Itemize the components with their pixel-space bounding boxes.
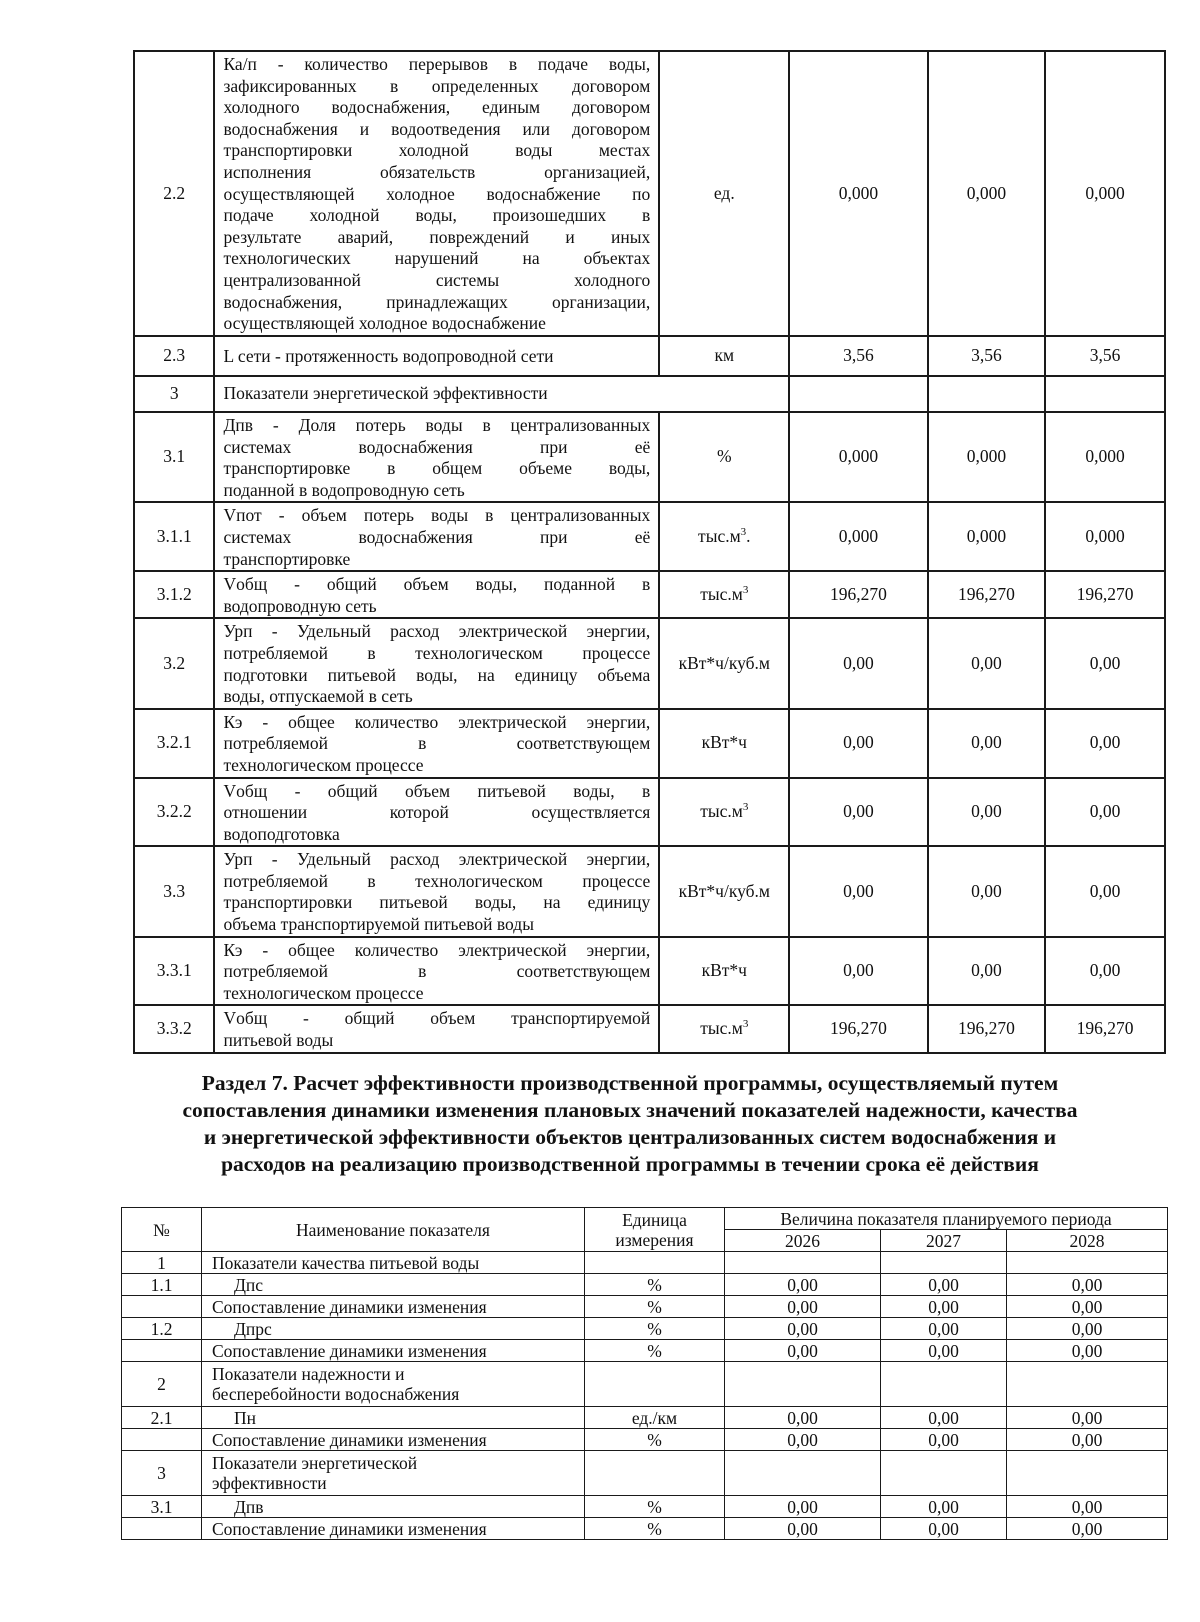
value-2028: 0,00	[1007, 1318, 1168, 1340]
row-number: 3.1.1	[134, 502, 214, 571]
unit-cell	[659, 51, 789, 336]
row-number: 3.2.2	[134, 778, 214, 847]
unit-superscript: 3	[740, 526, 747, 539]
table-row	[122, 1340, 1168, 1362]
indicator-description	[214, 502, 659, 571]
unit-cell: ед./км	[585, 1407, 725, 1429]
table-row	[122, 1407, 1168, 1429]
description-line: потребляемой в соответствующем	[223, 961, 651, 982]
unit-superscript: 3	[742, 1018, 749, 1031]
row-number	[122, 1518, 202, 1540]
indicator-name-line: Показатели надежности и	[212, 1364, 405, 1384]
description-line: системах водоснабжения при её	[223, 436, 651, 457]
value-2027: 0,000	[928, 412, 1046, 502]
indicator-name	[202, 1451, 585, 1496]
row-number: 2.3	[134, 336, 214, 376]
table-row	[122, 1296, 1168, 1318]
header-num: №	[122, 1208, 202, 1252]
unit-suffix: .	[746, 525, 751, 546]
heading-line: сопоставления динамики изменения плановых значений показателей надежности, качества	[182, 1098, 1078, 1122]
value-2026: 3,56	[789, 336, 927, 376]
value-2028	[1007, 1451, 1168, 1496]
indicator-description	[214, 709, 659, 778]
value-2026: 0,000	[789, 412, 927, 502]
unit-label: ед.	[713, 182, 735, 203]
value-2027: 0,00	[928, 937, 1046, 1006]
description-line: осуществляющей холодное водоснабжение	[223, 313, 546, 334]
value-2026	[725, 1252, 881, 1274]
table-row	[134, 571, 1165, 618]
description-line: потребляемой в соответствующем	[223, 733, 651, 754]
value-2028: 0,00	[1007, 1496, 1168, 1518]
description-line: Vобщ - общий объем воды, поданной в	[223, 574, 651, 595]
row-number	[122, 1296, 202, 1318]
row-number	[122, 1429, 202, 1451]
row-number: 3.2.1	[134, 709, 214, 778]
indicator-name	[202, 1362, 585, 1407]
unit-cell	[659, 937, 789, 1006]
unit-cell: %	[585, 1296, 725, 1318]
row-number: 2.2	[134, 51, 214, 336]
value-2026: 196,270	[789, 1005, 927, 1052]
value-2028	[1007, 1252, 1168, 1274]
unit-label: тыс.м	[700, 583, 743, 604]
value-2027: 0,00	[928, 618, 1046, 708]
value-2026: 0,00	[725, 1518, 881, 1540]
indicator-description	[214, 937, 659, 1006]
value-2028: 0,00	[1007, 1340, 1168, 1362]
value-2028: 0,00	[1007, 1296, 1168, 1318]
indicator-name: Дпрс	[202, 1318, 585, 1340]
value-2028: 3,56	[1045, 336, 1165, 376]
indicator-name: Сопоставление динамики изменения	[202, 1429, 585, 1451]
value-2027: 0,00	[928, 778, 1046, 847]
unit-label: %	[717, 446, 732, 467]
description-line: Урп - Удельный расход электрической энергии,	[223, 849, 651, 870]
value-2027: 0,00	[881, 1296, 1007, 1318]
unit-label: тыс.м	[698, 525, 741, 546]
row-number: 1	[122, 1252, 202, 1274]
value-cell	[928, 376, 1046, 412]
value-2027: 196,270	[928, 1005, 1046, 1052]
unit-cell: %	[585, 1274, 725, 1296]
table-row	[122, 1362, 1168, 1407]
value-2027: 0,00	[881, 1429, 1007, 1451]
value-2028: 0,00	[1007, 1518, 1168, 1540]
unit-cell	[659, 412, 789, 502]
description-line: поданной в водопроводную сеть	[223, 479, 465, 500]
unit-cell: %	[585, 1429, 725, 1451]
table-row	[134, 412, 1165, 502]
value-2026: 0,000	[789, 502, 927, 571]
value-2026: 0,00	[725, 1296, 881, 1318]
value-2027: 0,00	[881, 1318, 1007, 1340]
unit-cell	[659, 846, 789, 936]
indicator-name: Дпс	[202, 1274, 585, 1296]
unit-cell	[585, 1451, 725, 1496]
value-2028: 0,000	[1045, 502, 1165, 571]
row-number: 3	[134, 376, 214, 412]
table-row	[134, 336, 1165, 376]
efficiency-table	[121, 1207, 1168, 1540]
value-2027: 0,000	[928, 502, 1046, 571]
header-year-2026: 2026	[725, 1230, 881, 1252]
unit-cell	[659, 709, 789, 778]
table-row	[134, 51, 1165, 336]
row-number	[122, 1340, 202, 1362]
description-line: Vобщ - общий объем питьевой воды, в	[223, 780, 651, 801]
row-number: 2.1	[122, 1407, 202, 1429]
table-row	[134, 937, 1165, 1006]
description-line: объема транспортируемой питьевой воды	[223, 914, 534, 935]
description-line: водоснабжения и водоотведения или договором	[223, 118, 651, 139]
unit-superscript: 3	[742, 801, 749, 814]
value-2026: 0,00	[789, 709, 927, 778]
indicator-name-line: эффективности	[212, 1473, 327, 1493]
header-period: Величина показателя планируемого периода	[725, 1208, 1168, 1230]
description-line: транспортировки холодной воды местах	[223, 140, 651, 161]
value-2028: 196,270	[1045, 1005, 1165, 1052]
value-2028: 0,00	[1045, 846, 1165, 936]
unit-cell	[659, 618, 789, 708]
unit-cell: %	[585, 1318, 725, 1340]
unit-label: кВт*ч	[701, 732, 747, 753]
indicator-description	[214, 618, 659, 708]
description-line: Кэ - общее количество электрической энергии,	[223, 939, 651, 960]
table-row	[122, 1451, 1168, 1496]
description-line: транспортировки питьевой воды, на единицу	[223, 892, 651, 913]
indicator-description	[214, 336, 659, 376]
row-number: 2	[122, 1362, 202, 1407]
table-row	[134, 502, 1165, 571]
indicator-name-line: Показатели энергетической	[212, 1453, 418, 1473]
description-line: результате аварий, повреждений и иных	[223, 226, 651, 247]
indicator-name: Показатели качества питьевой воды	[202, 1252, 585, 1274]
indicator-name: Сопоставление динамики изменения	[202, 1296, 585, 1318]
section-7-heading	[110, 1070, 1150, 1178]
row-number: 1.1	[122, 1274, 202, 1296]
table-row	[122, 1252, 1168, 1274]
header-name: Наименование показателя	[202, 1208, 585, 1252]
description-line: транспортировке	[223, 548, 351, 569]
description-line: централизованной системы холодного	[223, 269, 651, 290]
indicator-description	[214, 846, 659, 936]
header-year-2028: 2028	[1007, 1230, 1168, 1252]
description-line: потребляемой в технологическом процессе	[223, 642, 651, 663]
unit-label: кВт*ч	[701, 960, 747, 981]
indicator-description	[214, 571, 659, 618]
value-2027	[881, 1362, 1007, 1407]
value-2027: 3,56	[928, 336, 1046, 376]
heading-line: расходов на реализацию производственной программы в течении срока её действия	[221, 1152, 1039, 1176]
value-2026: 0,00	[789, 846, 927, 936]
indicators-table-continued	[133, 50, 1166, 1054]
unit-cell	[659, 1005, 789, 1052]
unit-cell: %	[585, 1496, 725, 1518]
heading-line: Раздел 7. Расчет эффективности производственной программы, осуществляемый путем	[201, 1071, 1059, 1095]
indicator-description	[214, 1005, 659, 1052]
value-2026: 196,270	[789, 571, 927, 618]
table-row	[134, 846, 1165, 936]
description-line: отношении которой осуществляется	[223, 802, 651, 823]
unit-cell: %	[585, 1518, 725, 1540]
unit-label: тыс.м	[700, 801, 743, 822]
indicator-name: Дпв	[202, 1496, 585, 1518]
value-2028: 0,00	[1045, 937, 1165, 1006]
table-row	[122, 1274, 1168, 1296]
description-line: исполнения обязательств организацией,	[223, 161, 651, 182]
value-2028: 0,000	[1045, 51, 1165, 336]
unit-cell	[659, 336, 789, 376]
description-line: транспортировке в общем объеме воды,	[223, 458, 651, 479]
value-2027	[881, 1451, 1007, 1496]
value-2027: 0,00	[881, 1518, 1007, 1540]
row-number: 3.3	[134, 846, 214, 936]
table-row	[134, 709, 1165, 778]
description-line: воды, отпускаемой в сеть	[223, 686, 413, 707]
description-line: холодного водоснабжения, единым договором	[223, 97, 651, 118]
description-line: подготовки питьевой воды, на единицу объема	[223, 664, 651, 685]
value-2026	[725, 1362, 881, 1407]
row-number: 3	[122, 1451, 202, 1496]
value-2027: 0,00	[881, 1274, 1007, 1296]
value-2027: 0,00	[928, 709, 1046, 778]
row-section-title: Показатели энергетической эффективности	[214, 376, 789, 412]
value-2027: 0,00	[881, 1496, 1007, 1518]
description-line: Ка/п - количество перерывов в подаче воды,	[223, 54, 651, 74]
indicator-name-line: бесперебойности водоснабжения	[212, 1384, 460, 1404]
description-line: осуществляющей холодное водоснабжение по	[223, 183, 651, 204]
value-2026: 0,00	[725, 1274, 881, 1296]
header-unit: Единица измерения	[585, 1208, 725, 1252]
value-2028: 0,00	[1007, 1407, 1168, 1429]
value-2026: 0,00	[725, 1429, 881, 1451]
value-2026: 0,00	[789, 937, 927, 1006]
value-2027: 0,00	[881, 1340, 1007, 1362]
value-2026: 0,00	[789, 618, 927, 708]
row-number: 3.1.2	[134, 571, 214, 618]
row-number: 3.1	[122, 1496, 202, 1518]
description-line: Урп - Удельный расход электрической энергии,	[223, 621, 651, 642]
table-row	[122, 1318, 1168, 1340]
unit-cell	[585, 1252, 725, 1274]
value-2028: 0,00	[1045, 778, 1165, 847]
description-line: технологическом процессе	[223, 754, 424, 775]
value-2026: 0,00	[725, 1318, 881, 1340]
header-year-2027: 2027	[881, 1230, 1007, 1252]
description-line: системах водоснабжения при её	[223, 526, 651, 547]
description-line: зафиксированных в определенных договором	[223, 75, 651, 96]
value-2028: 0,000	[1045, 412, 1165, 502]
value-2028: 0,00	[1045, 618, 1165, 708]
value-2027: 0,00	[881, 1407, 1007, 1429]
value-2026	[725, 1451, 881, 1496]
description-line: Кэ - общее количество электрической энергии,	[223, 711, 651, 732]
table-row	[122, 1429, 1168, 1451]
value-2028	[1007, 1362, 1168, 1407]
value-2026: 0,000	[789, 51, 927, 336]
row-number: 1.2	[122, 1318, 202, 1340]
table-row	[134, 778, 1165, 847]
value-cell	[1045, 376, 1165, 412]
unit-label: тыс.м	[700, 1018, 743, 1039]
description-line: технологическом процессе	[223, 982, 424, 1003]
indicator-name: Сопоставление динамики изменения	[202, 1518, 585, 1540]
value-2027	[881, 1252, 1007, 1274]
value-2028: 196,270	[1045, 571, 1165, 618]
description-line: питьевой воды	[223, 1030, 334, 1051]
description-line: технологических нарушений на объектах	[223, 248, 651, 269]
value-2028: 0,00	[1045, 709, 1165, 778]
unit-superscript: 3	[742, 584, 749, 597]
indicator-description	[214, 412, 659, 502]
description-line: водоподготовка	[223, 823, 340, 844]
unit-label: кВт*ч/куб.м	[678, 652, 770, 673]
value-2028: 0,00	[1007, 1429, 1168, 1451]
table-row	[134, 618, 1165, 708]
value-cell	[789, 376, 927, 412]
unit-cell	[659, 571, 789, 618]
value-2027: 0,00	[928, 846, 1046, 936]
description-line: Дпв - Доля потерь воды в централизованных	[223, 415, 651, 435]
description-line: потребляемой в технологическом процессе	[223, 870, 651, 891]
row-number: 3.1	[134, 412, 214, 502]
table-row	[134, 376, 1165, 412]
value-2026: 0,00	[725, 1340, 881, 1362]
description-line: Vпот - объем потерь воды в централизованных	[223, 505, 651, 526]
unit-cell	[585, 1362, 725, 1407]
unit-label: кВт*ч/куб.м	[678, 880, 770, 901]
value-2027: 196,270	[928, 571, 1046, 618]
description-line: водопроводную сеть	[223, 595, 377, 616]
unit-cell	[659, 502, 789, 571]
indicator-description	[214, 51, 659, 336]
table-row	[122, 1518, 1168, 1540]
unit-cell	[659, 778, 789, 847]
description-line: водоснабжения, принадлежащих организации,	[223, 291, 651, 312]
description-line: L сети - протяженность водопроводной сети	[223, 346, 554, 367]
indicator-description	[214, 778, 659, 847]
indicator-name: Сопоставление динамики изменения	[202, 1340, 585, 1362]
description-line: Vобщ - общий объем транспортируемой	[223, 1008, 651, 1029]
row-number: 3.3.2	[134, 1005, 214, 1052]
table-row	[122, 1496, 1168, 1518]
unit-cell: %	[585, 1340, 725, 1362]
value-2026: 0,00	[725, 1407, 881, 1429]
description-line: подаче холодной воды, произошедших в	[223, 205, 651, 226]
indicator-name: Пн	[202, 1407, 585, 1429]
row-number: 3.2	[134, 618, 214, 708]
table-row	[134, 1005, 1165, 1052]
value-2026: 0,00	[789, 778, 927, 847]
row-number: 3.3.1	[134, 937, 214, 1006]
value-2026: 0,00	[725, 1496, 881, 1518]
value-2027: 0,000	[928, 51, 1046, 336]
heading-line: и энергетической эффективности объектов централизованных систем водоснабжения и	[203, 1125, 1057, 1149]
value-2028: 0,00	[1007, 1274, 1168, 1296]
unit-label: км	[714, 345, 735, 366]
